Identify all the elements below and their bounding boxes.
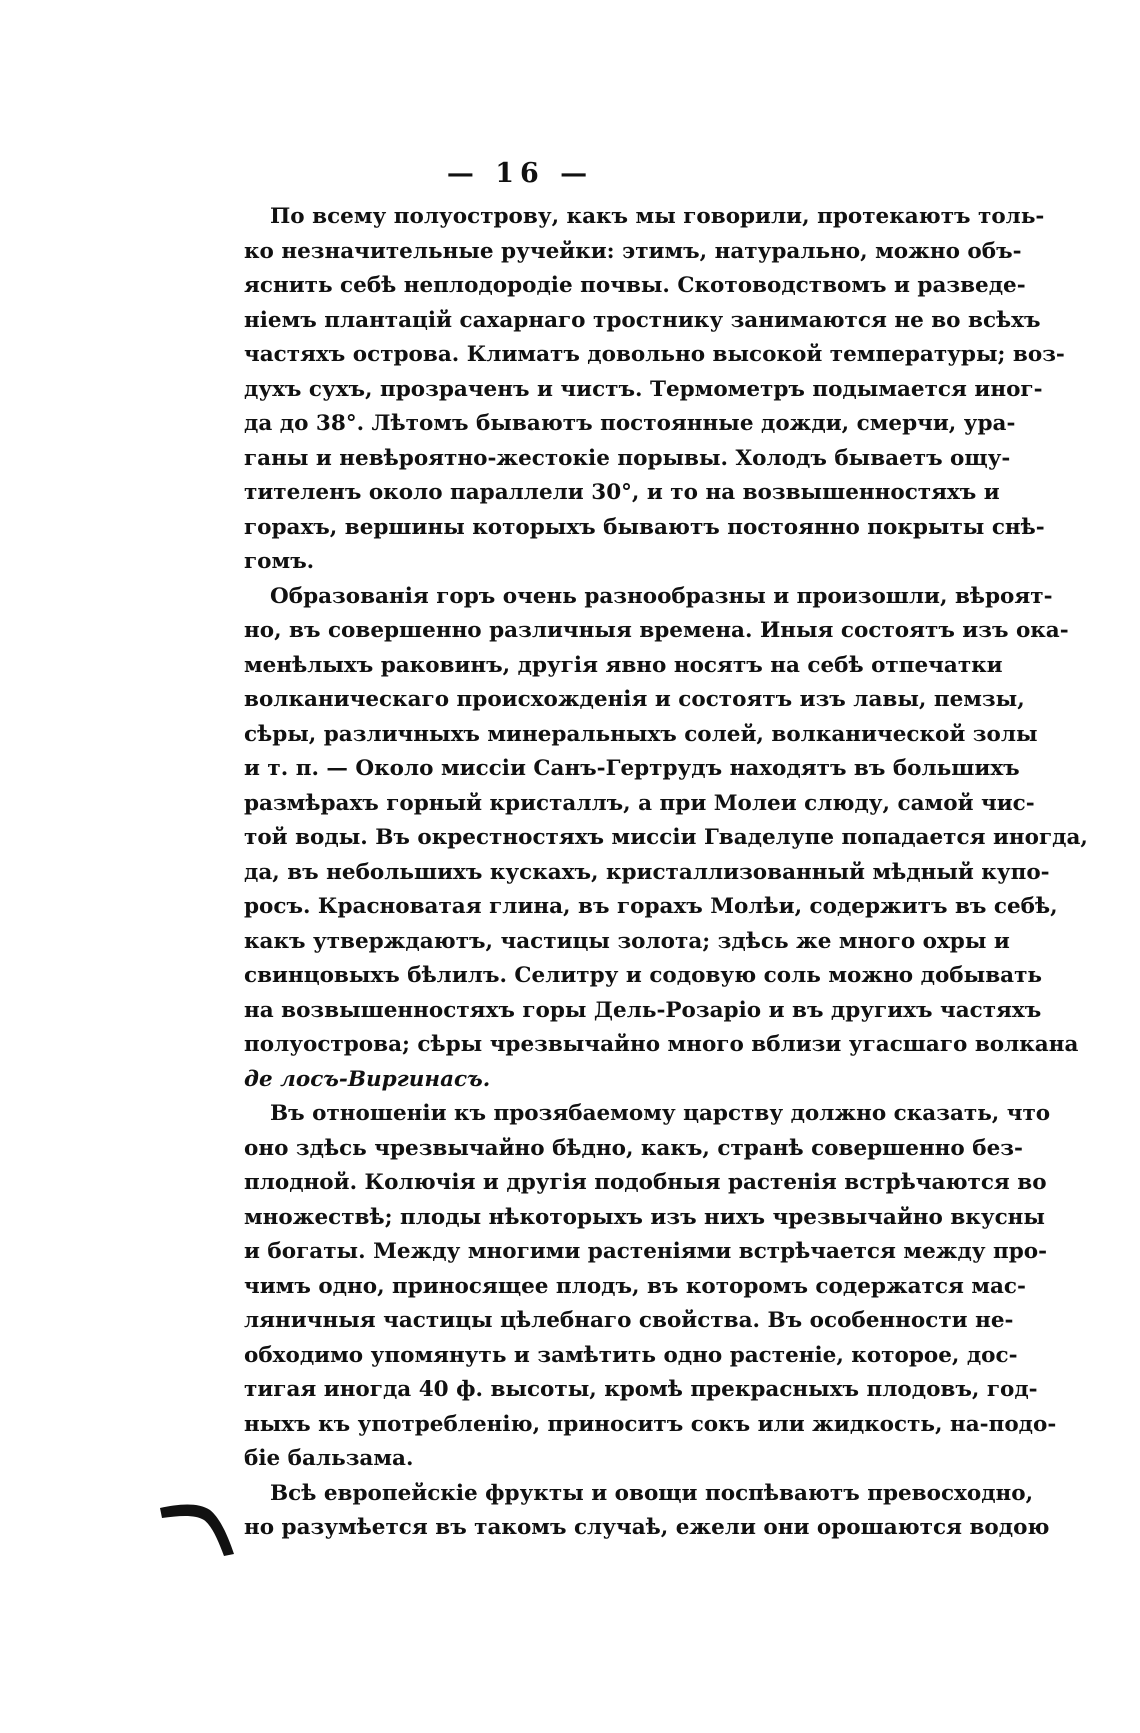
paragraph-1 bbox=[244, 200, 1065, 580]
text-line: гомъ. bbox=[244, 549, 315, 574]
text-line: Въ отношеніи къ прозябаемому царству должно сказать, что bbox=[270, 1101, 1051, 1126]
text-line: де лосъ-Виргинасъ. bbox=[244, 1066, 491, 1092]
text-line: на возвышенностяхъ горы Дель-Розаріо и въ другихъ частяхъ bbox=[244, 997, 1042, 1023]
text-line: яснить себѣ неплодородіе почвы. Скотоводствомъ и разведе- bbox=[244, 273, 1026, 298]
text-line: сѣры, различныхъ минеральныхъ солей, волканической золы bbox=[244, 721, 1038, 747]
text-line: духъ сухъ, прозраченъ и чистъ. Термометръ подымается иног- bbox=[244, 376, 1043, 402]
text-line: волканическаго происхожденія и состоятъ изъ лавы, пемзы, bbox=[244, 687, 1025, 712]
text-line: да, въ небольшихъ кускахъ, кристаллизованный мѣдный купо- bbox=[244, 859, 1050, 885]
text-line: обходимо упомянуть и замѣтить одно растеніе, которое, дос- bbox=[244, 1342, 1018, 1368]
text-line: росъ. Красноватая глина, въ горахъ Молѣи, содержитъ въ себѣ, bbox=[244, 894, 1058, 919]
text-line: горахъ, вершины которыхъ бываютъ постоянно покрыты снѣ- bbox=[244, 514, 1045, 540]
paragraph-2 bbox=[244, 580, 1088, 1098]
text-line: тигая иногда 40 ф. высоты, кромѣ прекрасныхъ плодовъ, год- bbox=[244, 1377, 1038, 1402]
text-line: біе бальзама. bbox=[244, 1446, 414, 1471]
text-line: ляничныя частицы цѣлебнаго свойства. Въ особенности не- bbox=[244, 1308, 1014, 1333]
text-line: той воды. Въ окрестностяхъ миссіи Гваделупе попадается иногда, bbox=[244, 825, 1088, 850]
text-line: частяхъ острова. Климатъ довольно высокой температуры; воз- bbox=[244, 342, 1065, 367]
paragraph-3 bbox=[244, 1097, 1057, 1477]
text-line: ко незначительные ручейки: этимъ, натурально, можно объ- bbox=[244, 238, 1022, 264]
text-line: менѣлыхъ раковинъ, другія явно носятъ на себѣ отпечатки bbox=[244, 652, 1003, 678]
text-line: да до 38°. Лѣтомъ бываютъ постоянные дожди, смерчи, ура- bbox=[244, 411, 1016, 436]
text-line: и т. п. — Около миссіи Санъ-Гертрудъ находятъ въ большихъ bbox=[244, 756, 1020, 781]
text-line: ныхъ къ употребленію, приноситъ сокъ или жидкость, на-подо- bbox=[244, 1411, 1057, 1437]
text-line: тителенъ около параллели 30°, и то на возвышенностяхъ и bbox=[244, 480, 1000, 505]
text-line: множествѣ; плоды нѣкоторыхъ изъ нихъ чрезвычайно вкусны bbox=[244, 1204, 1045, 1230]
text-line: какъ утверждаютъ, частицы золота; здѣсь же много охры и bbox=[244, 928, 1010, 954]
text-line: По всему полуострову, какъ мы говорили, протекаютъ толь- bbox=[270, 204, 1045, 229]
text-line: размѣрахъ горный кристаллъ, а при Молеи слюду, самой чис- bbox=[244, 790, 1035, 816]
text-line: но разумѣется въ такомъ случаѣ, ежели они орошаются водою bbox=[244, 1515, 1050, 1540]
text-line: чимъ одно, приносящее плодъ, въ которомъ содержатся мас- bbox=[244, 1273, 1026, 1299]
page-number: — 16 — bbox=[446, 158, 594, 189]
text-line: Всѣ европейскіе фрукты и овощи поспѣваютъ превосходно, bbox=[270, 1480, 1034, 1506]
text-line: но, въ совершенно различныя времена. Иныя состоятъ изъ ока- bbox=[244, 618, 1069, 643]
text-line: полуострова; сѣры чрезвычайно много вблизи угасшаго волкана bbox=[244, 1032, 1079, 1057]
paragraph-4 bbox=[244, 1477, 1050, 1546]
text-line: ніемъ плантацій сахарнаго тростнику занимаются не во всѣхъ bbox=[244, 307, 1041, 333]
body-text bbox=[244, 200, 1088, 1546]
text-line: оно здѣсь чрезвычайно бѣдно, какъ, странѣ совершенно без- bbox=[244, 1135, 1023, 1161]
text-line: Образованія горъ очень разнообразны и произошли, вѣроят- bbox=[270, 583, 1053, 609]
bracket-mark-icon bbox=[158, 1488, 238, 1558]
text-line: ганы и невѣроятно-жестокіе порывы. Холодъ бываетъ ощу- bbox=[244, 445, 1011, 471]
text-line: плодной. Колючія и другія подобныя растенія встрѣчаются во bbox=[244, 1170, 1047, 1195]
text-line: и богаты. Между многими растеніями встрѣчается между про- bbox=[244, 1239, 1048, 1264]
text-line: свинцовыхъ бѣлилъ. Селитру и содовую соль можно добывать bbox=[244, 963, 1042, 988]
